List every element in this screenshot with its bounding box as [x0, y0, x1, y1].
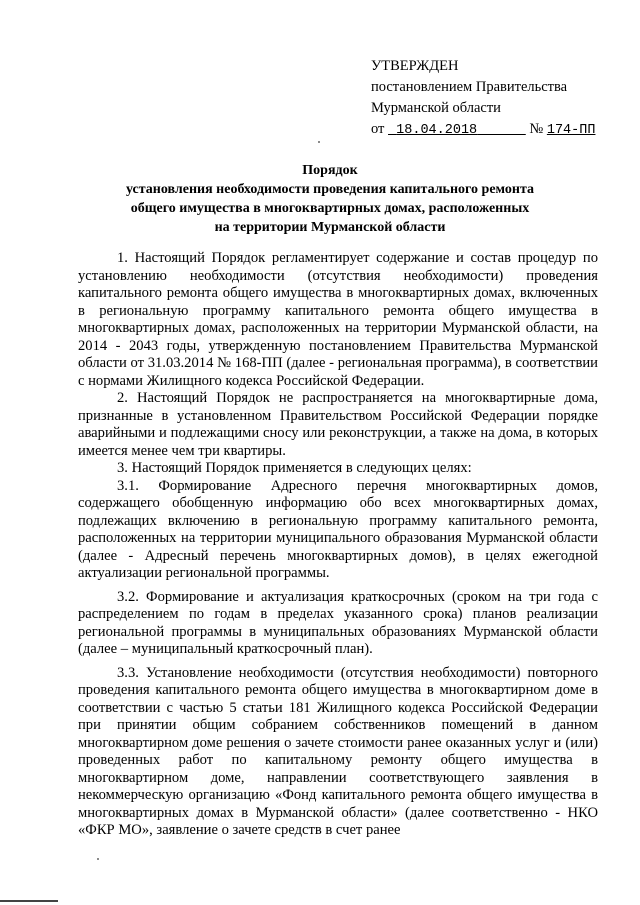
- heading-line-3: общего имущества в многоквартирных домах, расположенных: [130, 201, 530, 216]
- paragraph-2: 2. Настоящий Порядок не распространяется на многоквартирные дома, признанные в установленном Правительством Российской Федерации порядке аварийными и подлежащими сносу или реконструкции, а также на дома, в которых имеется менее чем три квартиры.: [78, 390, 598, 459]
- paragraph-1: 1. Настоящий Порядок регламентирует содержание и состав процедур по установлению необходимости (отсутствия необходимости) проведения капитального ремонта общего имущества в многоквартирных домах, включенных в региональную программу капитального ремонта общего имущества в многоквартирных домах, расположенных на территории Мурманской области, на 2014 - 2043 годы, утвержденную постановлением Правительства Мурманской области от 31.03.2014 № 168-ПП (далее - региональная программа), в соответствии с нормами Жилищного кодекса Российской Федерации.: [78, 250, 598, 389]
- approval-date: 18.04.2018: [396, 123, 478, 138]
- paragraph-3-2: 3.2. Формирование и актуализация краткосрочных (сроком на три года с распределением по годам в пределах указанного срока) планов реализации региональной программы в муниципальных образованиях Мурманской области (далее – муниципальный краткосрочный план).: [78, 588, 598, 657]
- approval-number: 174-ПП: [546, 123, 596, 138]
- paragraph-3-1: 3.1. Формирование Адресного перечня многоквартирных домов, содержащего обобщенную информацию обо всех многоквартирных домах, подлежащих включению в региональную программу капитального ремонта, расположенных на территории муниципального образования Мурманской области (далее - Адресный перечень многоквартирных домов), в целях ежегодной актуализации региональной программы.: [78, 477, 598, 581]
- document-body: [78, 250, 598, 840]
- number-label: №: [529, 121, 544, 137]
- from-label: от: [371, 121, 385, 137]
- approval-date-line: [371, 119, 611, 141]
- document-heading: [70, 161, 590, 237]
- heading-line-4: на территории Мурманской области: [214, 220, 446, 235]
- heading-line-1: Порядок: [302, 163, 358, 178]
- scan-speck: [318, 141, 320, 143]
- paragraph-3: 3. Настоящий Порядок применяется в следующих целях:: [117, 460, 472, 476]
- approval-line-1: постановлением Правительства: [371, 79, 568, 95]
- approval-title: УТВЕРЖДЕН: [371, 58, 459, 74]
- heading-line-2: установления необходимости проведения капитального ремонта: [125, 182, 535, 197]
- scan-speck: [97, 858, 99, 860]
- approval-stamp: [371, 56, 611, 141]
- scan-edge-line: [0, 900, 58, 902]
- approval-line-2: Мурманской области: [371, 100, 501, 116]
- paragraph-3-3: 3.3. Установление необходимости (отсутствия необходимости) повторного проведения капитального ремонта общего имущества в многоквартирном доме в соответствии с частью 5 статьи 181 Жилищного кодекса Российской Федерации при принятии общим собранием собственников помещений в данном многоквартирном доме решения о зачете стоимости ранее оказанных услуг и (или) проведенных работ по капитальному ремонту общего имущества в многоквартирном доме, направлении соответствующего заявления в некоммерческую организацию «Фонд капитального ремонта общего имущества в многоквартирных домах в Мурманской области» (далее соответственно - НКО «ФКР МО», заявление о зачете средств в счет ранее: [78, 664, 598, 838]
